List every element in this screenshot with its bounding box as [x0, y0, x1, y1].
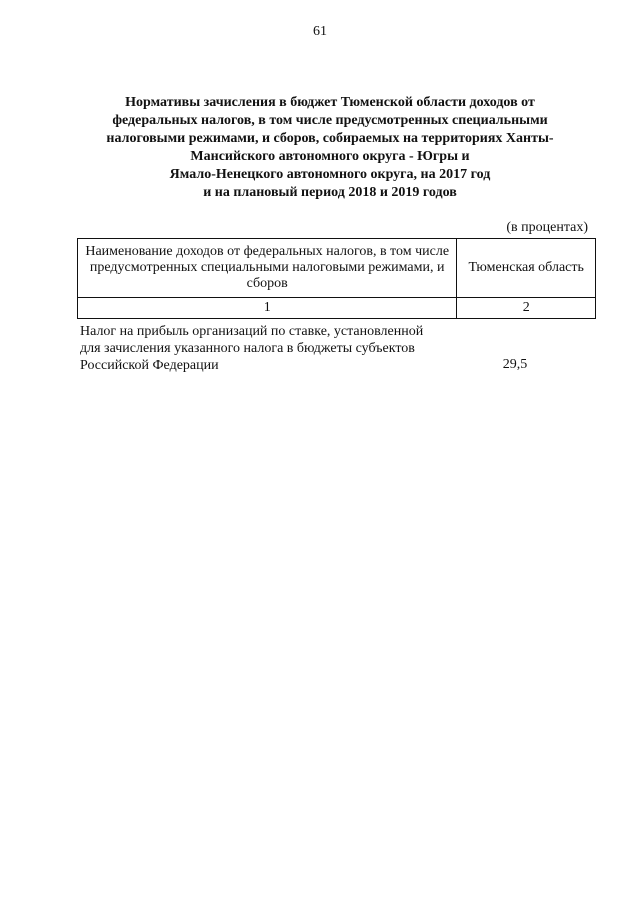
page-number: 61: [313, 24, 327, 39]
row-label-line: Налог на прибыль организаций по ставке, установленной: [80, 324, 424, 339]
title-line: Мансийского автономного округа - Югры и: [190, 149, 470, 164]
table-column-numbers-row: [78, 298, 596, 319]
title-line: Нормативы зачисления в бюджет Тюменской области доходов от: [125, 95, 535, 110]
header-region: Тюменская область: [457, 239, 596, 298]
column-number-2: 2: [457, 298, 596, 319]
title-line: и на плановый период 2018 и 2019 годов: [203, 185, 457, 200]
title-line: федеральных налогов, в том числе предусмотренных специальными: [112, 113, 548, 128]
header-income-name: Наименование доходов от федеральных налогов, в том числе предусмотренных специальными налоговыми режимами, и сборов: [78, 239, 457, 298]
table-row-value: 29,5: [502, 357, 528, 372]
row-label-line: Российской Федерации: [80, 358, 219, 373]
row-label-line: для зачисления указанного налога в бюджеты субъектов: [80, 341, 415, 356]
title-line: налоговыми режимами, и сборов, собираемых на территориях Ханты-: [106, 131, 554, 146]
table-header: [77, 238, 596, 319]
document-title: [70, 94, 590, 202]
table-header-row: [78, 239, 596, 298]
table-row-label: [80, 323, 470, 374]
column-number-1: 1: [78, 298, 457, 319]
unit-note: (в процентах): [506, 220, 588, 235]
title-line: Ямало-Ненецкого автономного округа, на 2017 год: [169, 167, 491, 182]
